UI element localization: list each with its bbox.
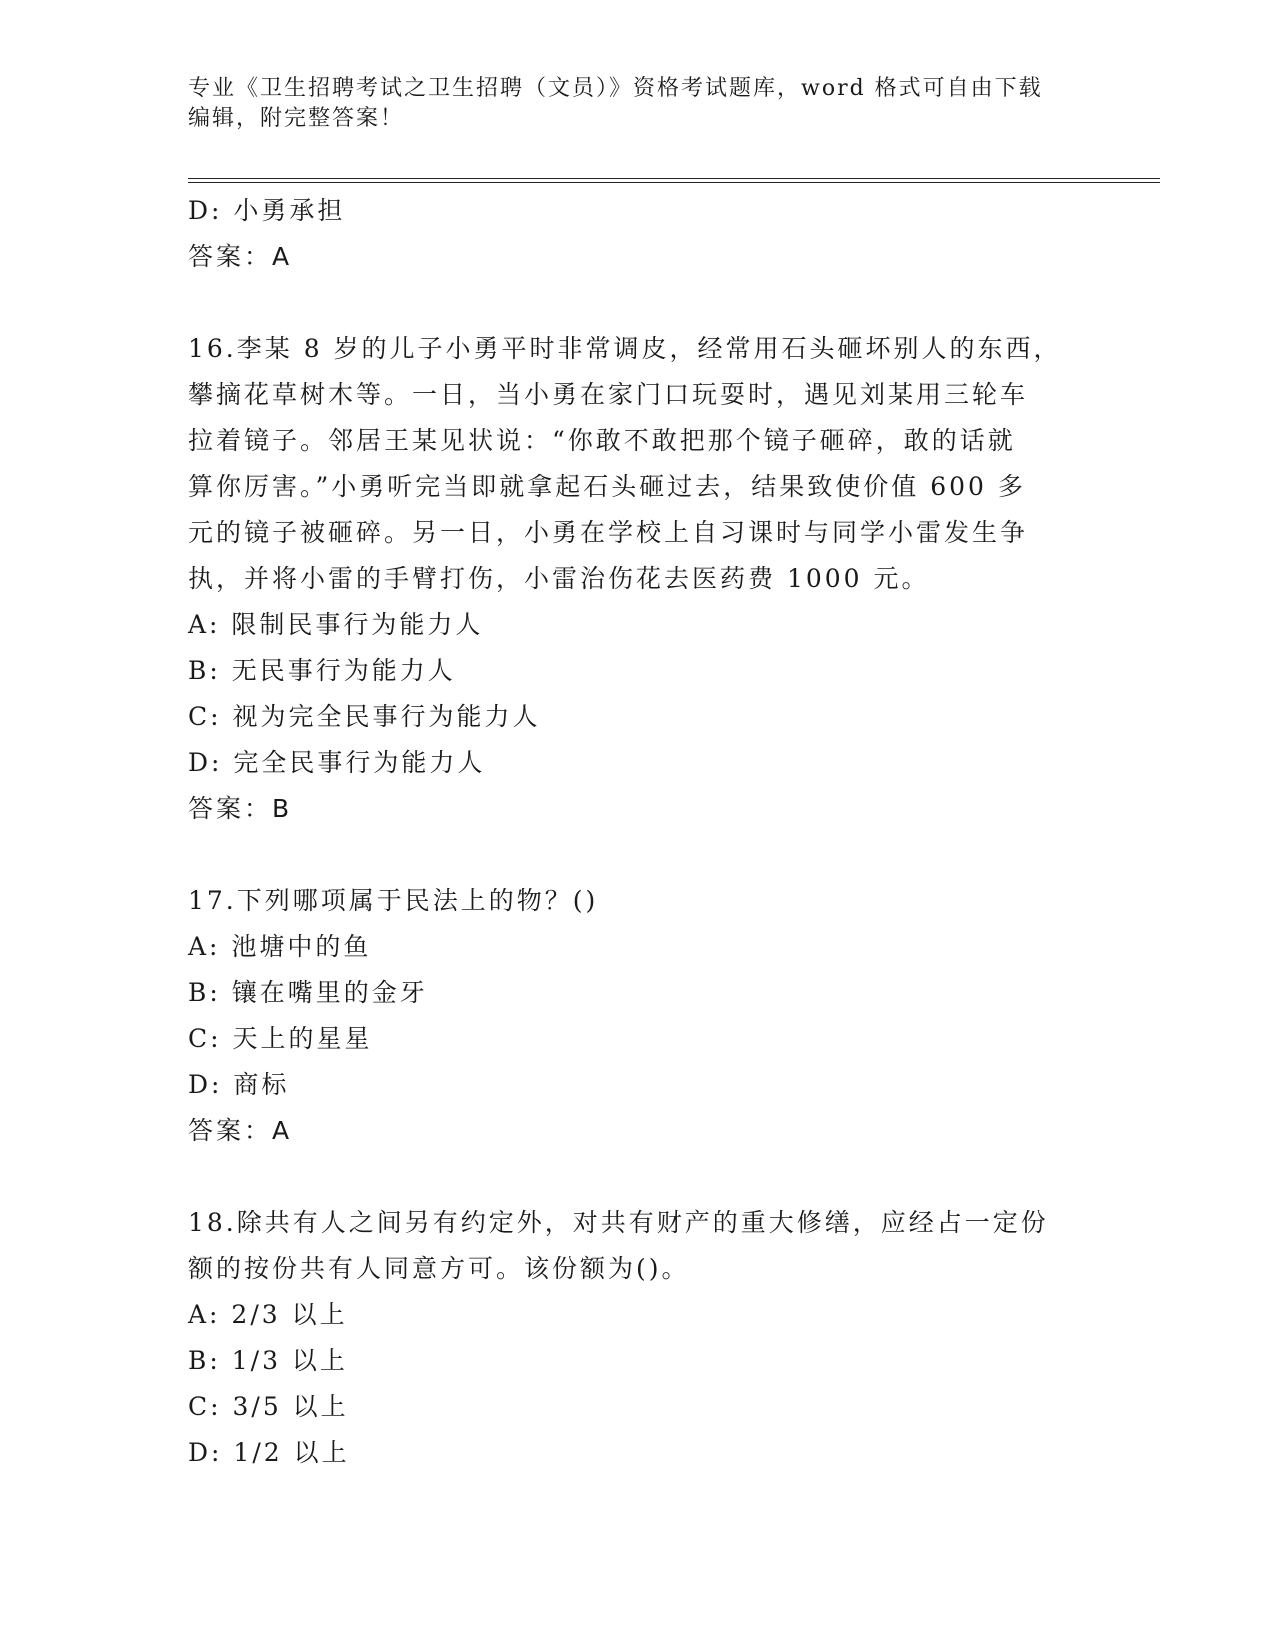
prev-answer: 答案：A (188, 242, 293, 271)
answer: 答案：A (188, 1116, 293, 1145)
prev-option-d: D: 小勇承担 (188, 196, 346, 225)
option-c: C: 视为完全民事行为能力人 (188, 702, 541, 731)
option-c: C: 天上的星星 (188, 1024, 373, 1053)
question-text-line: 18.除共有人之间另有约定外，对共有财产的重大修缮，应经占一定份 (188, 1208, 1049, 1237)
header-line-2: 编辑，附完整答案！ (188, 106, 405, 131)
question-text-line: 攀摘花草树木等。一日，当小勇在家门口玩耍时，遇见刘某用三轮车 (188, 380, 1029, 409)
option-d: D: 商标 (188, 1070, 290, 1099)
question-text-line: 算你厉害。”小勇听完当即就拿起石头砸过去，结果致使价值 600 多 (188, 472, 1026, 501)
option-d: D: 1/2 以上 (188, 1438, 350, 1467)
question-16 (188, 326, 1088, 832)
question-18 (188, 1200, 1088, 1476)
answer: 答案：B (188, 794, 293, 823)
question-text-line: 执，并将小雷的手臂打伤，小雷治伤花去医药费 1000 元。 (188, 564, 930, 593)
option-d: D: 完全民事行为能力人 (188, 748, 486, 777)
question-text-line: 拉着镜子。邻居王某见状说：“你敢不敢把那个镜子砸碎，敢的话就 (188, 426, 1016, 455)
document-header (188, 74, 1088, 134)
option-b: B: 镶在嘴里的金牙 (188, 978, 428, 1007)
option-b: B: 1/3 以上 (188, 1346, 348, 1375)
header-rule-bottom (188, 182, 1160, 183)
question-text-line: 17.下列哪项属于民法上的物？() (188, 886, 599, 915)
question-list (188, 188, 1088, 1476)
option-a: A: 限制民事行为能力人 (188, 610, 484, 639)
question-text-line: 元的镜子被砸碎。另一日，小勇在学校上自习课时与同学小雷发生争 (188, 518, 1029, 547)
option-a: A: 2/3 以上 (188, 1300, 348, 1329)
question-text-line: 额的按份共有人同意方可。该份额为()。 (188, 1254, 690, 1283)
option-c: C: 3/5 以上 (188, 1392, 349, 1421)
option-a: A: 池塘中的鱼 (188, 932, 372, 961)
header-line-1: 专业《卫生招聘考试之卫生招聘（文员）》资格考试题库，word 格式可自由下载 (188, 76, 1043, 101)
question-text-line: 16.李某 8 岁的儿子小勇平时非常调皮，经常用石头砸坏别人的东西， (188, 334, 1062, 363)
header-rule-top (188, 178, 1160, 179)
option-b: B: 无民事行为能力人 (188, 656, 456, 685)
question-17 (188, 878, 1088, 1154)
